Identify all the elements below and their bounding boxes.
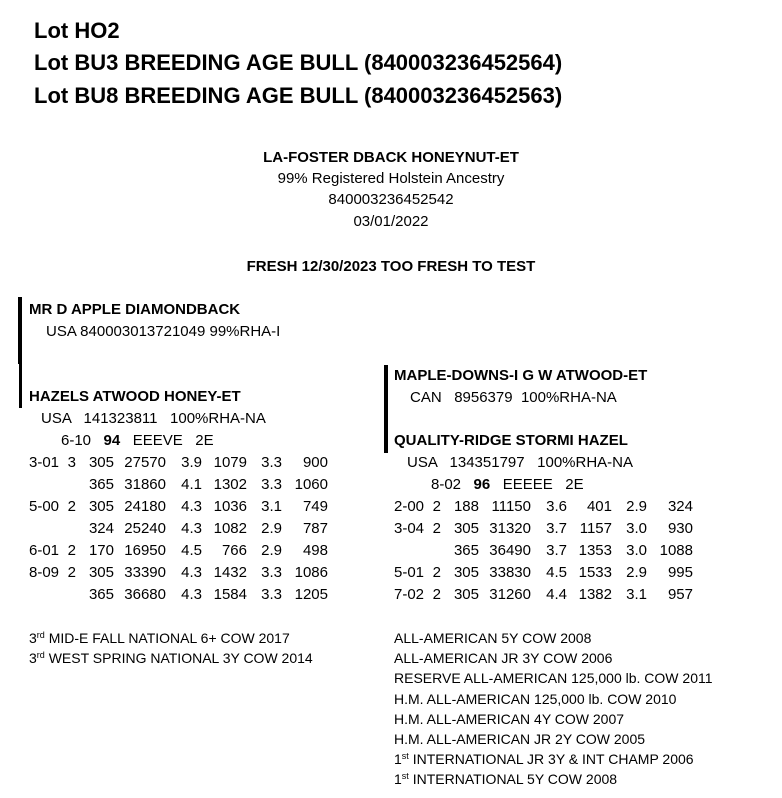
- award-item: [394, 709, 624, 729]
- record-fat: 1353: [578, 542, 612, 559]
- record-days: 305: [88, 454, 114, 471]
- record-age: 2-00: [394, 498, 425, 515]
- record-days: 365: [88, 586, 114, 603]
- record-fat-percent: 4.4: [546, 586, 567, 603]
- record-age: 7-02: [394, 586, 425, 603]
- record-days: 305: [453, 564, 479, 581]
- animal-status: FRESH 12/30/2023 TOO FRESH TO TEST: [246, 258, 536, 275]
- record-protein-percent: 3.0: [626, 520, 647, 537]
- record-row: [29, 584, 328, 606]
- record-milk: 24180: [124, 498, 166, 515]
- record-protein: 1088: [659, 542, 693, 559]
- award-ordinal: 3: [29, 650, 37, 667]
- dam-reg-rha: 100%RHA-NA: [170, 410, 266, 427]
- record-protein: 995: [667, 564, 693, 581]
- pedigree-bracket-dam: [19, 364, 22, 408]
- record-row: [394, 540, 693, 562]
- record-protein: 1205: [294, 586, 328, 603]
- record-protein-percent: 2.9: [261, 542, 282, 559]
- record-protein-percent: 3.0: [626, 542, 647, 559]
- record-age: 8-09: [29, 564, 60, 581]
- record-row: [29, 496, 328, 518]
- record-milk: 36490: [489, 542, 531, 559]
- dam-dam-registration: [407, 452, 633, 474]
- record-row: [29, 474, 328, 496]
- dam-dam-class-age: 8-02: [431, 476, 462, 493]
- record-fat-percent: 3.6: [546, 498, 567, 515]
- record-protein-percent: 2.9: [626, 564, 647, 581]
- record-milk: 36680: [124, 586, 166, 603]
- dam-classification: [61, 430, 214, 452]
- record-days: 305: [453, 586, 479, 603]
- record-fat-percent: 4.5: [546, 564, 567, 581]
- dam-sire-reg-country: CAN: [410, 389, 442, 406]
- record-protein: 930: [667, 520, 693, 537]
- record-fat-percent: 4.3: [181, 498, 202, 515]
- award-text: MID-E FALL NATIONAL 6+ COW 2017: [44, 630, 290, 646]
- record-row: [29, 562, 328, 584]
- award-text: WEST SPRING NATIONAL 3Y COW 2014: [44, 650, 313, 667]
- record-times-milked: 2: [432, 586, 441, 603]
- award-text: INTERNATIONAL 5Y COW 2008: [408, 771, 618, 788]
- record-protein: 957: [667, 586, 693, 603]
- dam-dam-reg-rha: 100%RHA-NA: [537, 454, 634, 471]
- record-fat: 1382: [578, 586, 612, 603]
- record-protein-percent: 2.9: [626, 498, 647, 515]
- record-days: 365: [88, 476, 114, 493]
- record-row: [394, 518, 693, 540]
- record-protein: 900: [302, 454, 328, 471]
- record-times-milked: [62, 518, 76, 540]
- award-item: [29, 648, 313, 668]
- dam-mark: 2E: [195, 432, 214, 449]
- dam-sire-name: MAPLE-DOWNS-I G W ATWOOD-ET: [394, 367, 648, 384]
- award-item: [394, 729, 645, 749]
- award-ordinal-suffix: rd: [36, 630, 45, 640]
- award-item: [394, 749, 694, 769]
- record-row: [29, 452, 328, 474]
- award-ordinal-suffix: rd: [36, 650, 45, 661]
- record-fat: 1079: [213, 454, 247, 471]
- dam-sire-reg-number: 8956379: [454, 389, 513, 406]
- record-protein: 1060: [294, 476, 328, 493]
- record-fat: 1584: [213, 586, 247, 603]
- record-milk: 27570: [124, 454, 166, 471]
- record-fat-percent: 4.3: [181, 586, 202, 603]
- pedigree-bracket-sire: [18, 297, 22, 364]
- animal-ancestry: 99% Registered Holstein Ancestry: [277, 170, 505, 187]
- dam-production-records: [29, 452, 328, 606]
- record-fat: 1432: [213, 564, 247, 581]
- record-times-milked: 2: [432, 564, 441, 581]
- record-days: 324: [88, 520, 114, 537]
- record-fat: 1157: [579, 520, 612, 537]
- record-milk: 25240: [124, 520, 166, 537]
- award-item: [394, 648, 612, 668]
- dam-dam-mark: 2E: [565, 476, 584, 493]
- record-times-milked: 3: [67, 454, 76, 471]
- record-milk: 31260: [489, 586, 531, 603]
- dam-dam-score: 96: [473, 476, 491, 493]
- record-protein-percent: 3.3: [261, 564, 282, 581]
- award-ordinal: 1: [394, 771, 402, 788]
- record-protein-percent: 3.1: [261, 498, 282, 515]
- award-text: RESERVE ALL-AMERICAN 125,000 lb. COW 2011: [394, 670, 713, 687]
- record-age: [29, 584, 62, 606]
- record-fat-percent: 3.9: [181, 454, 202, 471]
- record-protein-percent: 3.3: [261, 454, 282, 471]
- record-times-milked: [62, 584, 76, 606]
- record-age: [29, 518, 62, 540]
- dam-dam-reg-number: 134351797: [449, 454, 525, 471]
- record-fat: 766: [221, 542, 247, 559]
- sire-registration: USA 840003013721049 99%RHA-I: [46, 323, 281, 340]
- record-age: 6-01: [29, 542, 60, 559]
- record-age: [394, 540, 427, 562]
- award-item: [394, 689, 676, 709]
- dam-score: 94: [103, 432, 121, 449]
- record-age: 3-04: [394, 520, 425, 537]
- record-protein: 1086: [294, 564, 328, 581]
- record-times-milked: 2: [67, 542, 76, 559]
- record-protein: 749: [302, 498, 328, 515]
- record-fat-percent: 3.7: [546, 542, 567, 559]
- record-times-milked: 2: [67, 498, 76, 515]
- record-fat: 1533: [578, 564, 612, 581]
- record-row: [394, 496, 693, 518]
- record-times-milked: [427, 540, 441, 562]
- dam-sire-registration: [410, 387, 617, 409]
- animal-name: LA-FOSTER DBACK HONEYNUT-ET: [263, 149, 519, 166]
- award-item: [29, 628, 290, 648]
- lot-heading: Lot HO2: [34, 18, 120, 43]
- animal-birth-date: 03/01/2022: [353, 213, 429, 230]
- record-protein: 787: [302, 520, 328, 537]
- dam-registration: [41, 408, 266, 430]
- record-days: 305: [453, 520, 479, 537]
- record-fat-percent: 3.7: [546, 520, 567, 537]
- award-text: INTERNATIONAL JR 3Y & INT CHAMP 2006: [408, 751, 694, 768]
- award-text: H.M. ALL-AMERICAN 125,000 lb. COW 2010: [394, 690, 677, 707]
- animal-id: 840003236452542: [328, 191, 454, 208]
- record-protein: 498: [302, 542, 328, 559]
- dam-name: HAZELS ATWOOD HONEY-ET: [29, 388, 241, 405]
- award-text: ALL-AMERICAN JR 3Y COW 2006: [394, 650, 613, 667]
- record-protein-percent: 2.9: [261, 520, 282, 537]
- dam-reg-country: USA: [41, 410, 72, 427]
- record-fat-percent: 4.5: [181, 542, 202, 559]
- dam-class-age: 6-10: [61, 432, 92, 449]
- record-days: 365: [453, 542, 479, 559]
- sire-name: MR D APPLE DIAMONDBACK: [29, 301, 241, 318]
- record-protein-percent: 3.1: [626, 586, 647, 603]
- award-text: ALL-AMERICAN 5Y COW 2008: [394, 630, 592, 646]
- record-fat-percent: 4.3: [181, 564, 202, 581]
- pedigree-bracket-dam-parents: [384, 365, 388, 453]
- record-times-milked: 2: [432, 520, 441, 537]
- award-item: [394, 769, 617, 789]
- award-ordinal: 3: [29, 630, 37, 646]
- record-milk: 31860: [124, 476, 166, 493]
- record-days: 305: [88, 498, 114, 515]
- record-milk: 16950: [124, 542, 166, 559]
- record-age: 5-01: [394, 564, 425, 581]
- record-milk: 31320: [489, 520, 531, 537]
- record-row: [29, 518, 328, 540]
- record-times-milked: 2: [432, 498, 441, 515]
- dam-breakdown: EEEVE: [132, 432, 183, 449]
- dam-reg-number: 141323811: [83, 410, 158, 427]
- award-ordinal-suffix: st: [401, 771, 409, 782]
- record-fat: 1082: [213, 520, 247, 537]
- record-age: 3-01: [29, 454, 60, 471]
- record-row: [29, 540, 328, 562]
- record-fat: 401: [586, 498, 612, 515]
- record-fat: 1302: [213, 476, 247, 493]
- record-fat: 1036: [213, 498, 247, 515]
- record-fat-percent: 4.3: [181, 520, 202, 537]
- record-age: [29, 474, 62, 496]
- record-days: 305: [88, 564, 114, 581]
- dam-sire-reg-rha: 100%RHA-NA: [520, 389, 617, 406]
- record-fat-percent: 4.1: [181, 476, 202, 493]
- award-item: [394, 628, 591, 648]
- record-days: 188: [453, 498, 479, 515]
- record-times-milked: [62, 474, 76, 496]
- award-ordinal: 1: [394, 751, 402, 768]
- record-protein-percent: 3.3: [261, 586, 282, 603]
- dam-dam-classification: [431, 474, 584, 496]
- record-age: 5-00: [29, 498, 60, 515]
- record-times-milked: 2: [67, 564, 76, 581]
- record-milk: 33830: [489, 564, 531, 581]
- lot-heading: Lot BU8 BREEDING AGE BULL (840003236452563): [34, 83, 563, 108]
- record-protein-percent: 3.3: [261, 476, 282, 493]
- record-milk: 11150: [491, 498, 531, 515]
- dam-dam-reg-country: USA: [407, 454, 438, 471]
- record-row: [394, 584, 693, 606]
- record-days: 170: [88, 542, 114, 559]
- record-row: [394, 562, 693, 584]
- award-ordinal-suffix: st: [401, 751, 409, 762]
- award-text: H.M. ALL-AMERICAN 4Y COW 2007: [394, 710, 625, 727]
- dam-dam-breakdown: EEEEE: [502, 476, 553, 493]
- award-text: H.M. ALL-AMERICAN JR 2Y COW 2005: [394, 731, 646, 747]
- record-milk: 33390: [124, 564, 166, 581]
- record-protein: 324: [667, 498, 693, 515]
- dam-dam-production-records: [394, 496, 693, 606]
- dam-dam-name: QUALITY-RIDGE STORMI HAZEL: [394, 432, 628, 449]
- award-item: [394, 668, 713, 688]
- lot-heading: Lot BU3 BREEDING AGE BULL (840003236452564): [34, 50, 563, 75]
